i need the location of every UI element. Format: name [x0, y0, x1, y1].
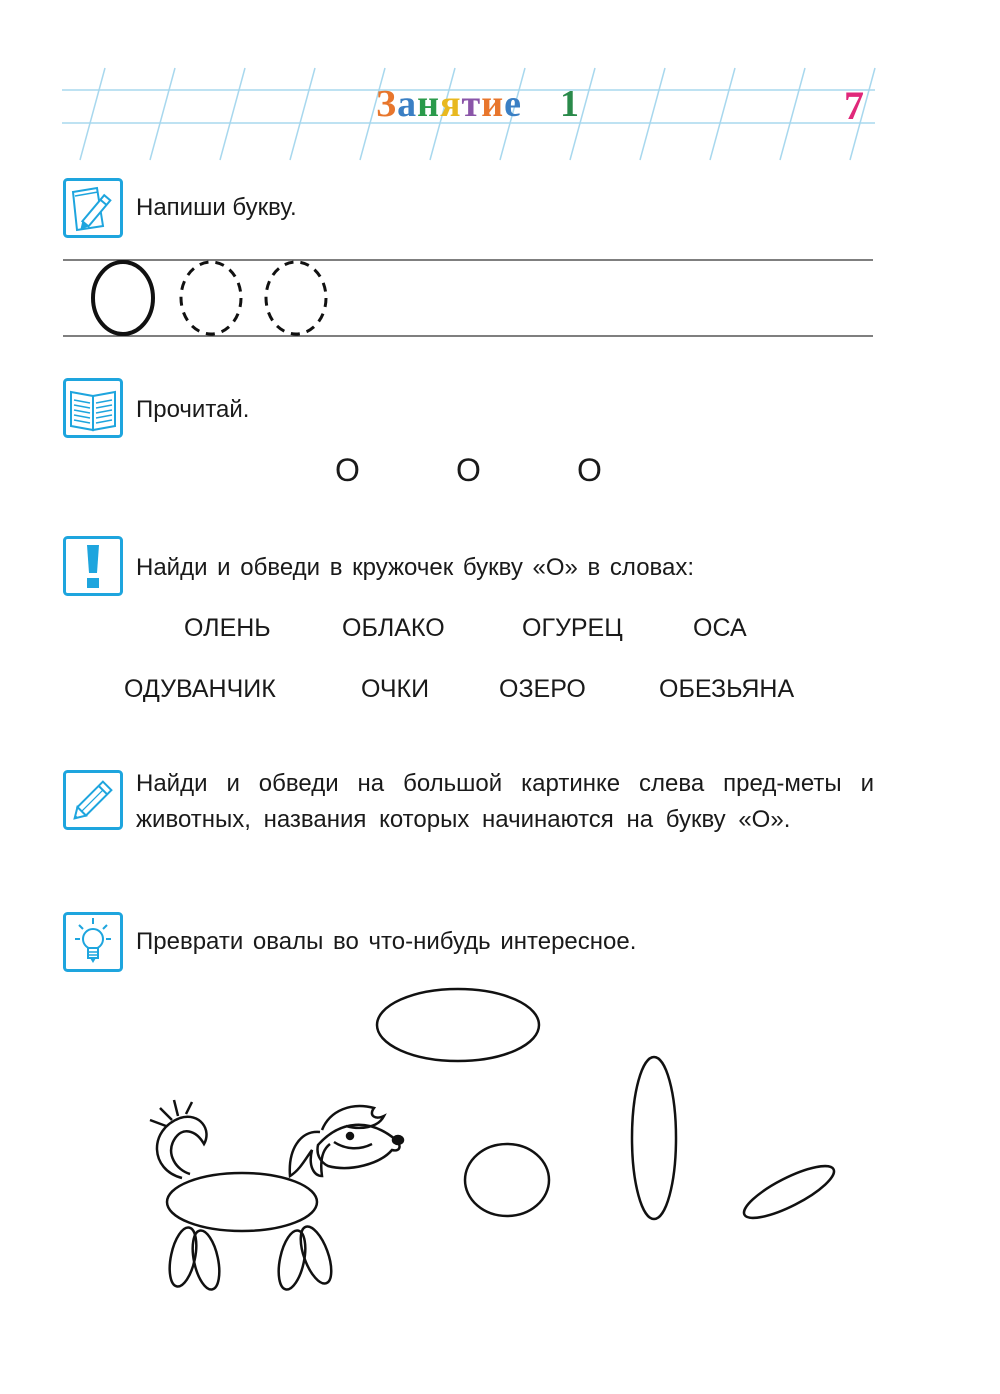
title-letter: е	[504, 83, 522, 125]
exclamation-icon	[63, 536, 123, 596]
word-item: ОГУРЕЦ	[522, 614, 623, 642]
word-item: ОБЛАКО	[342, 614, 445, 642]
title-letter: и	[481, 83, 505, 125]
task-find-letter-instruction: Найди и обведи в кружочек букву «О» в словах:	[136, 554, 695, 581]
sample-letter-o	[93, 262, 153, 334]
title-letter: н	[417, 83, 440, 125]
lesson-title-word	[376, 82, 522, 126]
oval-shape	[465, 1144, 549, 1216]
trace-letter-o	[181, 262, 241, 334]
title-letter: т	[461, 83, 482, 125]
task-write-instruction: Напиши букву.	[136, 194, 297, 221]
word-item: ОЛЕНЬ	[184, 614, 271, 642]
word-item: ОДУВАНЧИК	[124, 675, 276, 703]
word-item: ОБЕЗЬЯНА	[659, 675, 795, 703]
lesson-number: 1	[560, 83, 579, 125]
task-ovals-instruction: Преврати овалы во что-нибудь интересное.	[136, 928, 637, 955]
task-find-objects-instruction: Найди и обведи на большой картинке слева пред-меты и животных, названия которых начинаются на букву «О».	[136, 770, 874, 833]
oval-shape	[377, 989, 539, 1061]
title-letter: я	[439, 83, 462, 125]
word-item: ОСА	[693, 614, 747, 642]
writing-area	[0, 250, 1000, 350]
title-letter: а	[397, 83, 418, 125]
ovals-drawing	[0, 980, 1000, 1300]
read-letter: О	[577, 452, 602, 488]
oval-shape	[632, 1057, 676, 1219]
light-bulb-icon	[63, 912, 123, 972]
word-item: ОЗЕРО	[499, 675, 586, 703]
trace-letter-o	[266, 262, 326, 334]
pencil-icon	[63, 770, 123, 830]
read-letter: О	[335, 452, 360, 488]
page-number: 7	[844, 83, 864, 128]
task-read-instruction: Прочитай.	[136, 396, 250, 423]
open-book-icon	[63, 378, 123, 438]
read-letter: О	[456, 452, 481, 488]
word-item: ОЧКИ	[361, 675, 430, 703]
pencil-on-paper-icon	[63, 178, 123, 238]
oval-dog-example	[150, 1100, 403, 1292]
title-letter: З	[376, 83, 398, 125]
oval-shape	[738, 1157, 840, 1227]
